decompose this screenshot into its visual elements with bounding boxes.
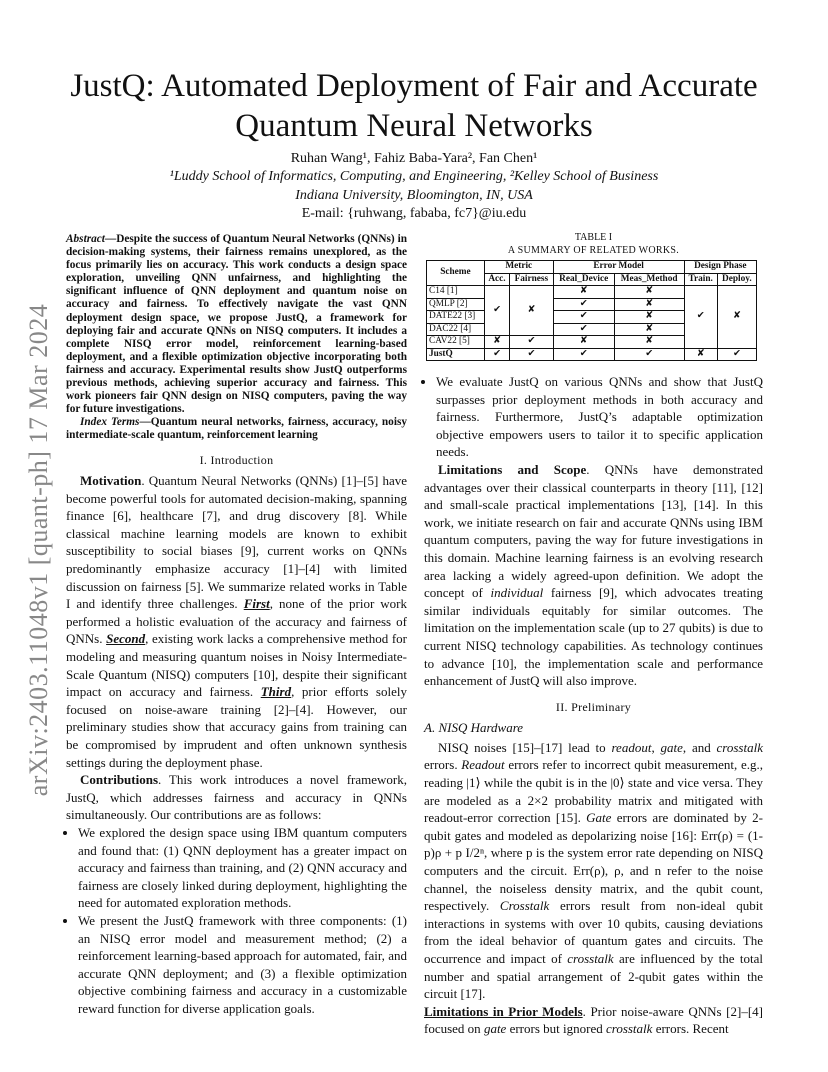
- second-label: Second: [106, 631, 146, 647]
- individual-term: individual: [490, 585, 544, 601]
- cell-real-device: ✔: [553, 348, 614, 361]
- term-readout: Readout: [461, 757, 505, 773]
- first-label: First: [243, 596, 270, 612]
- section-2-heading: II. Preliminary: [555, 699, 632, 714]
- limitations-label: Limitations and Scope: [438, 461, 587, 477]
- term-readout: readout: [611, 739, 652, 755]
- cell-scheme: CAV22 [5]: [427, 336, 485, 349]
- nisq-text: errors result from non-ideal qubit interactions in systems with over 10 qubits, causing deviations from the ideal behavior of quantum gates and circuits. The occurrence and impact of: [424, 898, 763, 966]
- nisq-text: are influenced by the total number and spatial arrangement of 2-qubit gates within the circuit [17].: [424, 951, 763, 1002]
- cell-scheme: DATE22 [3]: [427, 311, 485, 324]
- nisq-text: , and: [682, 739, 717, 755]
- nisq-text: errors are dominated by 2-qubit gates and modeled as depolarizing noise [16]: Err(ρ) = (1-p)ρ + p I/2ⁿ, where p is the system error rate depending on NISQ computers and the circuit. Err(ρ), ρ, and n refer to the noise channel, the noiseless density matrix, and the qubit count, respectively.: [424, 810, 764, 914]
- header-deploy: Deploy.: [717, 273, 756, 286]
- cell-acc: ✔: [484, 348, 509, 361]
- affiliation-line-2: Indiana University, Bloomington, IN, USA: [295, 188, 533, 203]
- motivation-text-2: , none of the prior work performed a holistic evaluation of the accuracy and fairness of QNNs.: [66, 596, 407, 647]
- table-row: [427, 348, 757, 361]
- header-meas-method: Meas_Method: [614, 273, 684, 286]
- cell-scheme: QMLP [2]: [427, 298, 485, 311]
- contributions-label: Contributions: [80, 772, 159, 788]
- abstract-label: Abstract: [66, 233, 105, 245]
- subsection-a-heading: A. NISQ Hardware: [424, 720, 524, 736]
- email: E-mail: {ruhwang, fababa, fc7}@iu.edu: [301, 206, 527, 221]
- cell-real-device: ✔: [553, 298, 614, 311]
- cell-deploy: ✔: [717, 348, 756, 361]
- prior-text: errors. Recent: [652, 1021, 729, 1037]
- term-crosstalk: crosstalk: [716, 739, 763, 755]
- cell-real-device: ✔: [553, 311, 614, 324]
- authors: Ruhan Wang¹, Fahiz Baba-Yara², Fan Chen¹: [290, 151, 538, 166]
- table-row: [427, 286, 757, 299]
- affiliation-line-1: ¹Luddy School of Informatics, Computing, and Engineering, ²Kelley School of Business: [169, 169, 659, 184]
- motivation-paragraph: [66, 472, 407, 771]
- cell-fairness-merged: ✘: [510, 286, 554, 336]
- cell-train-merged: ✔: [684, 286, 717, 349]
- index-terms-text: —Quantum neural networks, fairness, accuracy, noisy intermediate-scale quantum, reinforcement learning: [66, 416, 408, 442]
- list-item: • We explored the design space using IBM quantum computers and found that: (1) QNN deployment has a greater impact on accuracy and fairness than training, and (2) QNN accuracy and fairness are closely linked during deployment, highlighting the need for automated exploration methods.: [78, 824, 407, 912]
- nisq-paragraph: [424, 739, 763, 1003]
- cell-scheme: DAC22 [4]: [427, 323, 485, 336]
- cell-meas-method: ✘: [614, 311, 684, 324]
- third-label: Third: [260, 684, 292, 700]
- left-column: [66, 233, 407, 1018]
- prior-text: errors but ignored: [506, 1021, 606, 1037]
- index-terms: [66, 416, 407, 442]
- abstract: [66, 233, 407, 416]
- term-crosstalk: crosstalk: [567, 951, 614, 966]
- index-terms-label: Index Terms: [80, 416, 140, 429]
- cell-fairness: ✔: [510, 348, 554, 361]
- cell-real-device: ✘: [553, 286, 614, 299]
- paper-title: [40, 66, 788, 146]
- prior-models-label: Limitations in Prior Models: [424, 1003, 583, 1019]
- term-gate: gate: [660, 739, 683, 755]
- header-fairness: Fairness: [510, 273, 554, 286]
- abstract-text: —Despite the success of Quantum Neural Networks (QNNs) in decision-making systems, their fairness remains unexplored, as the focus primarily lies on accuracy. This work conducts a design space exploration, unveiling QNN unfairness, and highlighting the significant influence of QNN deployment and quantum noise on accuracy and fairness. To effectively navigate the vast QNN deployment design space, we propose JustQ, a framework for deploying fair and accurate QNNs on NISQ computers. It includes a complete NISQ error model, reinforcement learning-based deployment, and a flexible optimization objective incorporating both fairness and accuracy. Experimental results show JustQ outperforms previous methods, achieving superior accuracy and fairness. This work pioneers fair QNN design on NISQ computers, paving the way for future investigations.: [66, 233, 407, 416]
- motivation-text-3: , existing work lacks a comprehensive method for modeling and measuring quantum noises in Noisy Intermediate-Scale Quantum (NISQ) computers [10], despite their significant impact on accuracy and fairness.: [66, 631, 407, 700]
- cell-meas-method: ✔: [614, 348, 684, 361]
- section-1-heading: I. Introduction: [199, 452, 274, 467]
- cell-train: ✘: [684, 348, 717, 361]
- related-works-table: [426, 260, 757, 361]
- nisq-text: ,: [651, 739, 661, 755]
- title-line-1: JustQ: Automated Deployment of Fair and Accurate: [70, 68, 758, 104]
- cell-scheme: JustQ: [427, 348, 485, 361]
- header-train: Train.: [684, 273, 717, 286]
- header-error-model: Error Model: [553, 261, 684, 274]
- header-real-device: Real_Device: [553, 273, 614, 286]
- limitations-text-2: fairness [9], which advocates treating similar individuals equitably for similar outcomes. The limitation on the implementation scale (up to 27 qubits) is due to current NISQ technology capabilities. As technology continues to advance [10], the implementation scale and performance enhancement of JustQ will also improve.: [424, 585, 763, 689]
- table-caption-number: TABLE I: [574, 232, 613, 243]
- cell-deploy-merged: ✘: [717, 286, 756, 349]
- cell-real-device: ✔: [553, 323, 614, 336]
- contributions-paragraph: [66, 771, 407, 824]
- contributions-text: . This work introduces a novel framework, JustQ, which addresses fairness and accuracy in QNNs simultaneously. Our contributions are as follows:: [66, 772, 407, 823]
- prior-models-paragraph: [424, 1003, 763, 1038]
- affiliations: [40, 167, 788, 205]
- cell-meas-method: ✘: [614, 323, 684, 336]
- prior-text: . Prior noise-aware QNNs [2]–[4] focused on: [424, 1003, 763, 1037]
- header-acc: Acc.: [484, 273, 509, 286]
- header-design-phase: Design Phase: [684, 261, 756, 274]
- cell-meas-method: ✘: [614, 286, 684, 299]
- list-item: • We evaluate JustQ on various QNNs and show that JustQ surpasses prior deployment methods in both accuracy and fairness. Furthermore, JustQ’s adaptable optimization objective empowers users to tailor it to specific application needs.: [436, 373, 763, 461]
- cell-acc-merged: ✔: [484, 286, 509, 336]
- limitations-paragraph: [424, 461, 763, 690]
- cell-acc: ✘: [484, 336, 509, 349]
- list-item: • We present the JustQ framework with three components: (1) an NISQ error model and measurement method; (2) a reinforcement learning-based approach for automated, fair, and accurate QNN deployment; and (3) a flexible optimization objective combining fairness and accuracy in a customizable reward function for diverse application goals.: [78, 912, 407, 1018]
- header-metric: Metric: [484, 261, 553, 274]
- title-line-2: Quantum Neural Networks: [235, 108, 593, 144]
- cell-fairness: ✔: [510, 336, 554, 349]
- term-gate: Gate: [586, 810, 612, 826]
- term-crosstalk: Crosstalk: [499, 898, 550, 914]
- contributions-list-continued: [424, 373, 763, 461]
- header-scheme: Scheme: [427, 261, 485, 286]
- cell-meas-method: ✘: [614, 336, 684, 349]
- term-gate: gate: [483, 1021, 507, 1037]
- cell-real-device: ✘: [553, 336, 614, 349]
- contributions-list: [66, 824, 407, 1018]
- motivation-text-4: , prior efforts solely focused on noise-aware training [2]–[4]. However, our preliminary studies show that accuracy gains from training can be compromised by imprudent and often unknown synthesis settings during the deployment phase.: [66, 684, 407, 770]
- nisq-text: errors.: [424, 757, 462, 773]
- table-caption: A SUMMARY OF RELATED WORKS.: [507, 245, 680, 256]
- arxiv-watermark: arXiv:2403.11048v1 [quant-ph] 17 Mar 2024: [24, 303, 53, 797]
- cell-meas-method: ✘: [614, 298, 684, 311]
- right-column: [424, 373, 763, 1038]
- motivation-label: Motivation: [80, 473, 142, 489]
- limitations-text-1: . QNNs have demonstrated advantages over their classical counterparts in theory [11], [12] and small-scale practical implementations [13], [14]. In this work, we initiate research on fair and accurate QNNs using IBM quantum computers, paving the way for future investigations in this domain. Machine learning fairness is an evolving research area lacking a widely agreed-upon definition. We adopt the concept of: [424, 461, 763, 601]
- motivation-text-1: . Quantum Neural Networks (QNNs) [1]–[5] have become powerful tools for automated decision-making, spanning finance [6], healthcare [7], and drug discovery [8]. While classical machine learning models are known to exhibit susceptibility to social biases [9], current works on QNNs predominantly emphasize accuracy [1]–[4] with limited discussion on fairness [5]. We summarize related works in Table I and identify three challenges.: [66, 473, 407, 612]
- nisq-text: errors refer to incorrect qubit measurement, e.g., reading |1⟩ while the qubit is in the |0⟩ state and vice versa. They are modeled as a 2×2 probability matrix and mitigated with readout-error correction [15].: [424, 757, 763, 826]
- term-crosstalk: crosstalk: [605, 1021, 653, 1037]
- nisq-text: NISQ noises [15]–[17] lead to: [438, 739, 612, 755]
- cell-scheme: C14 [1]: [427, 286, 485, 299]
